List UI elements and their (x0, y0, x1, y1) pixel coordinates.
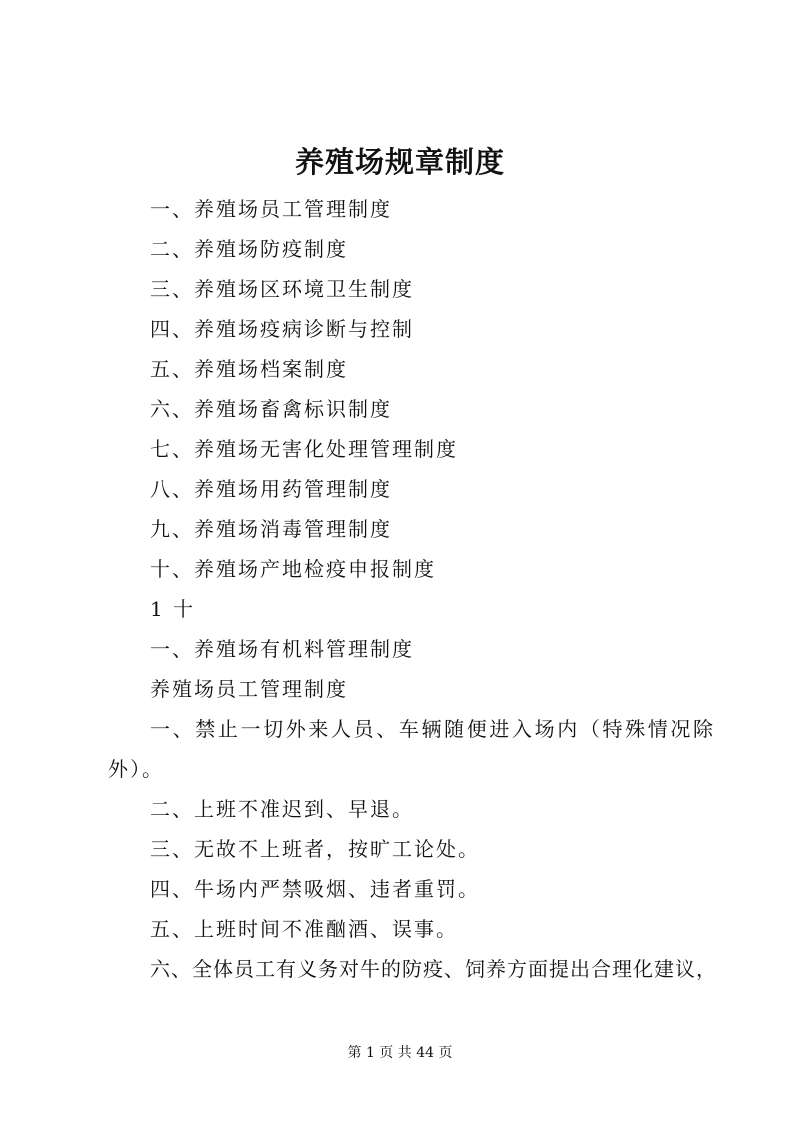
rule-paragraph-continuation: 外）。 (108, 757, 164, 781)
toc-item: 一、养殖场员工管理制度 (150, 197, 392, 221)
toc-item: 六、养殖场畜禽标识制度 (150, 397, 392, 421)
toc-item: 1 十 (150, 597, 196, 621)
rule-paragraph: 六、全体员工有义务对牛的防疫、饲养方面提出合理化建议， (150, 957, 717, 981)
section-heading: 养殖场员工管理制度 (150, 677, 348, 701)
toc-item: 一、养殖场有机料管理制度 (150, 637, 414, 661)
toc-item: 八、养殖场用药管理制度 (150, 477, 392, 501)
rule-paragraph: 四、牛场内严禁吸烟、违者重罚。 (150, 877, 480, 901)
toc-item: 二、养殖场防疫制度 (150, 237, 348, 261)
rule-paragraph: 二、上班不准迟到、早退。 (150, 797, 414, 821)
toc-item: 三、养殖场区环境卫生制度 (150, 277, 414, 301)
page-footer: 第 1 页 共 44 页 (347, 1045, 453, 1061)
toc-item: 五、养殖场档案制度 (150, 357, 348, 381)
toc-item: 七、养殖场无害化处理管理制度 (150, 437, 458, 461)
document-body (108, 189, 717, 989)
toc-item: 四、养殖场疫病诊断与控制 (150, 317, 414, 341)
rule-paragraph: 三、无故不上班者，按旷工论处。 (150, 837, 480, 861)
rule-paragraph: 五、上班时间不准酗酒、误事。 (150, 917, 458, 941)
toc-item: 十、养殖场产地检疫申报制度 (150, 557, 436, 581)
document-title: 养殖场规章制度 (294, 145, 505, 179)
toc-item: 九、养殖场消毒管理制度 (150, 517, 392, 541)
rule-paragraph: 一、禁止一切外来人员、车辆随便进入场内（特殊情况除 (150, 717, 714, 741)
